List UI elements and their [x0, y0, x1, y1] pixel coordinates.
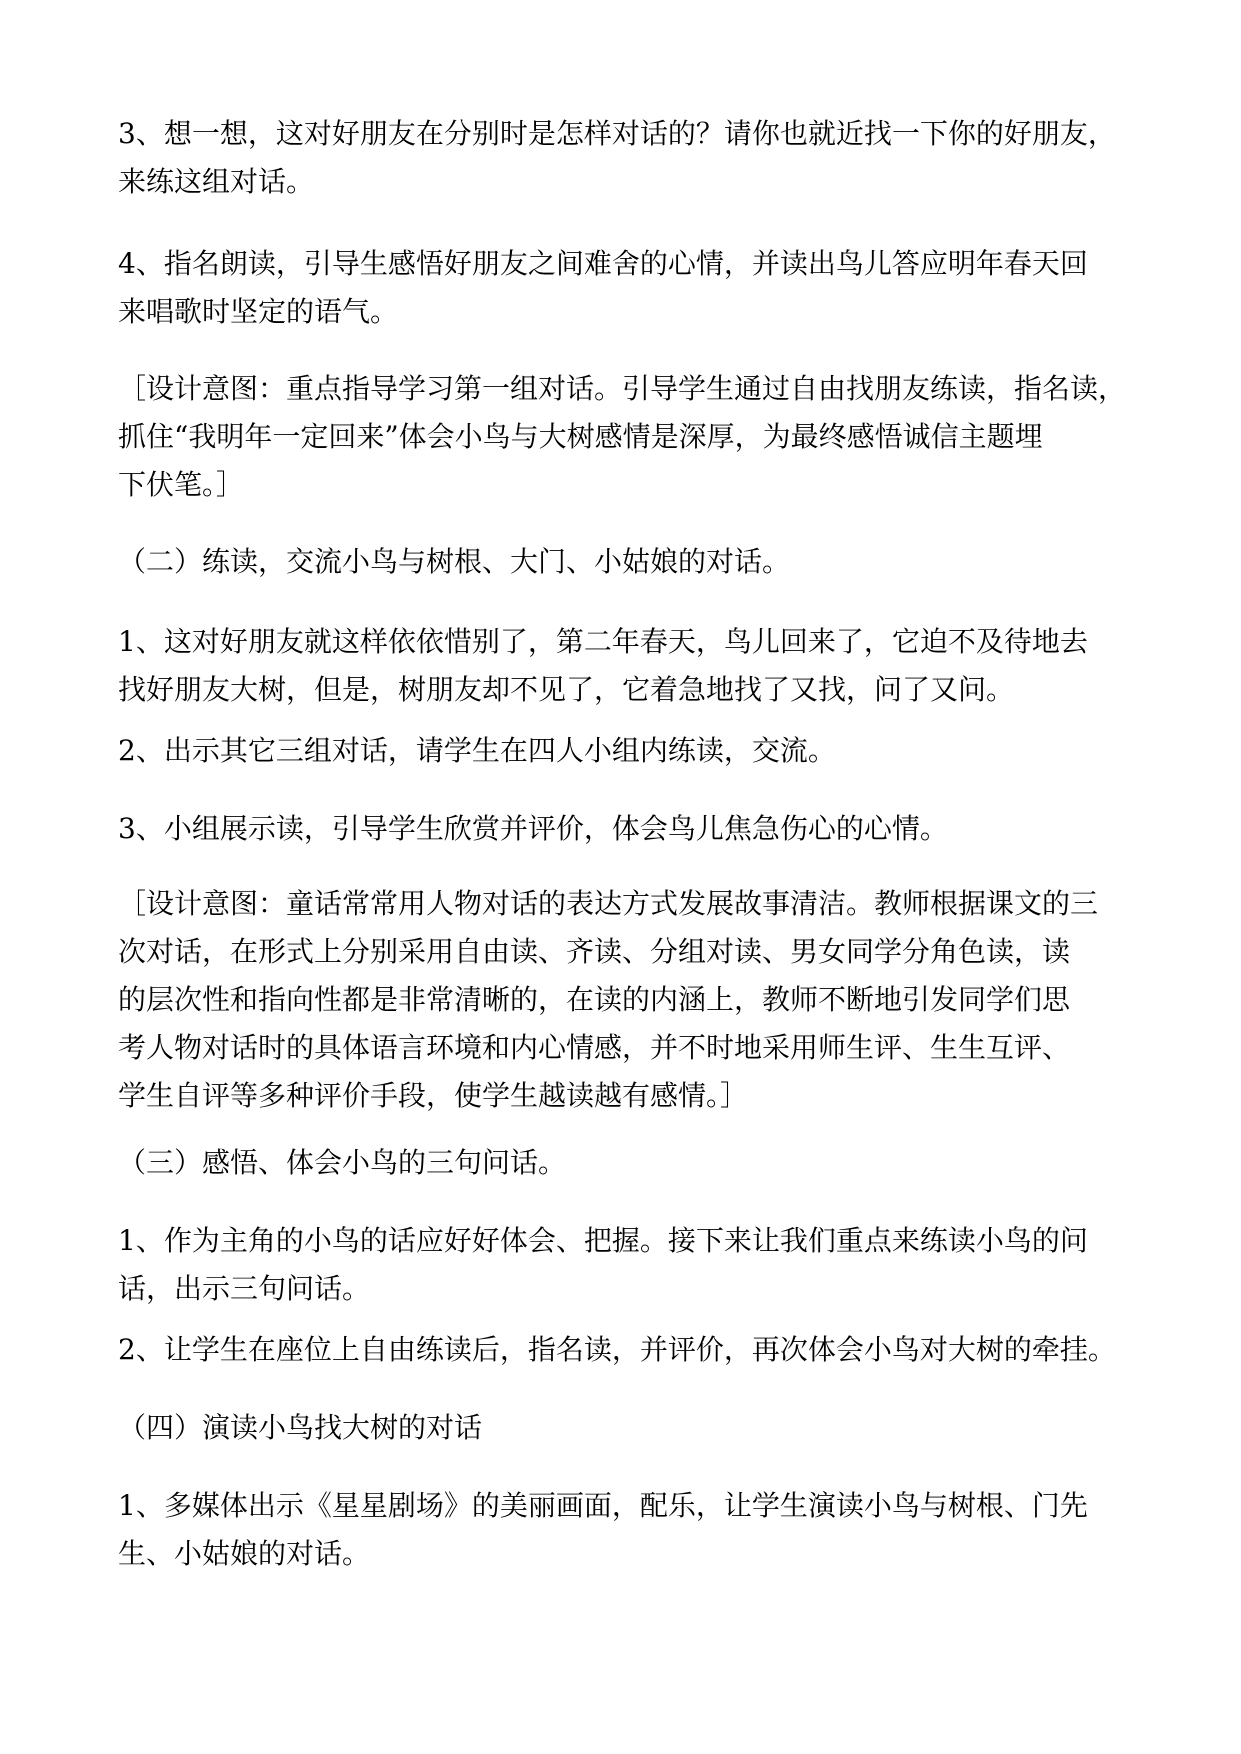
- text-line: 1、多媒体出示《星星剧场》的美丽画面，配乐，让学生演读小鸟与树根、门先: [118, 1489, 1088, 1522]
- paragraph: [118, 727, 1148, 775]
- paragraph: [118, 538, 1148, 586]
- paragraph: [118, 365, 1148, 509]
- paragraph: [118, 1404, 1148, 1452]
- paragraph: [118, 1326, 1148, 1374]
- paragraph: [118, 880, 1148, 1120]
- text-line: 下伏笔。］: [118, 468, 245, 501]
- text-line: 次对话，在形式上分别采用自由读、齐读、分组对读、男女同学分角色读，读: [118, 935, 1071, 968]
- text-line: 1、作为主角的小鸟的话应好好体会、把握。接下来让我们重点来练读小鸟的问: [118, 1224, 1088, 1257]
- text-line: 1、这对好朋友就这样依依惜别了，第二年春天，鸟儿回来了，它迫不及待地去: [118, 625, 1088, 658]
- paragraph: [118, 1217, 1148, 1313]
- paragraph: [118, 1482, 1148, 1578]
- text-line: 2、让学生在座位上自由练读后，指名读，并评价，再次体会小鸟对大树的牵挂。: [118, 1333, 1116, 1366]
- text-line: ［设计意图：童话常常用人物对话的表达方式发展故事清洁。教师根据课文的三: [118, 887, 1099, 920]
- text-line: （三）感悟、体会小鸟的三句问话。: [118, 1146, 567, 1179]
- paragraph: [118, 1139, 1148, 1187]
- text-line: 的层次性和指向性都是非常清晰的，在读的内涵上，教师不断地引发同学们思: [118, 983, 1071, 1016]
- paragraph: [118, 240, 1148, 336]
- text-line: 找好朋友大树，但是，树朋友却不见了，它着急地找了又找，问了又问。: [118, 673, 1015, 706]
- paragraph: [118, 805, 1148, 853]
- text-line: （四）演读小鸟找大树的对话: [118, 1411, 483, 1444]
- paragraph: [118, 110, 1148, 206]
- paragraph: [118, 618, 1148, 714]
- text-line: （二）练读，交流小鸟与树根、大门、小姑娘的对话。: [118, 545, 791, 578]
- text-line: 学生自评等多种评价手段，使学生越读越有感情。］: [118, 1079, 749, 1112]
- text-line: 2、出示其它三组对话，请学生在四人小组内练读，交流。: [118, 734, 836, 767]
- text-line: 3、小组展示读，引导学生欣赏并评价，体会鸟儿焦急伤心的心情。: [118, 812, 948, 845]
- text-line: 来唱歌时坚定的语气。: [118, 295, 399, 328]
- text-line: 抓住“我明年一定回来”体会小鸟与大树感情是深厚，为最终感悟诚信主题埋: [118, 420, 1043, 453]
- text-line: 来练这组对话。: [118, 165, 315, 198]
- text-line: 话，出示三句问话。: [118, 1272, 371, 1305]
- text-line: 3、想一想，这对好朋友在分别时是怎样对话的？请你也就近找一下你的好朋友，: [118, 117, 1116, 150]
- text-line: 生、小姑娘的对话。: [118, 1537, 371, 1570]
- text-line: ［设计意图：重点指导学习第一组对话。引导学生通过自由找朋友练读，指名读，: [118, 372, 1127, 405]
- text-line: 考人物对话时的具体语言环境和内心情感，并不时地采用师生评、生生互评、: [118, 1031, 1071, 1064]
- text-line: 4、指名朗读，引导生感悟好朋友之间难舍的心情，并读出鸟儿答应明年春天回: [118, 247, 1088, 280]
